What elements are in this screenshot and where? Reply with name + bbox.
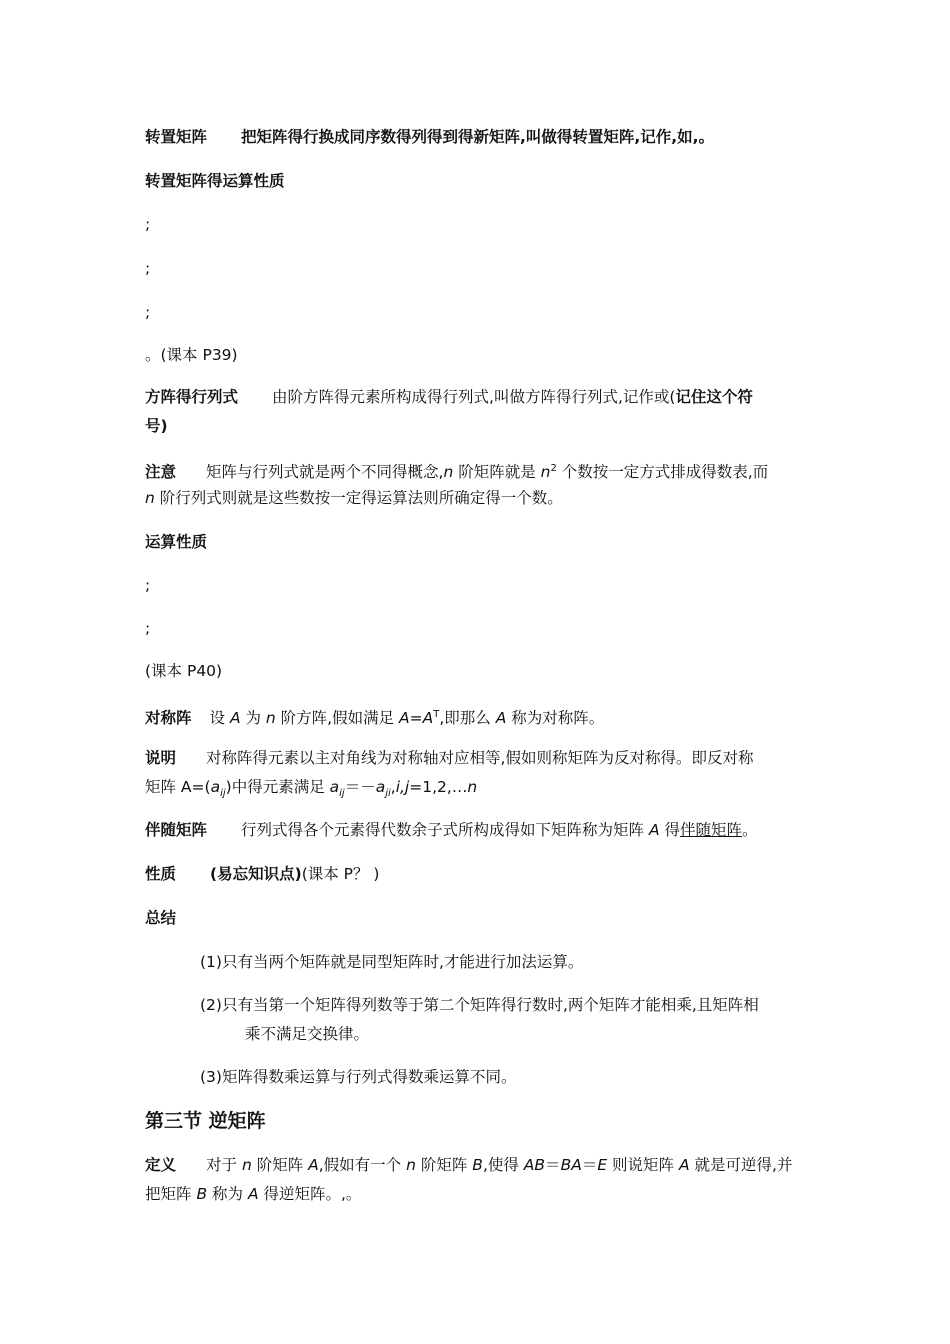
term-property: 性质 [145,865,177,883]
note-text: 阶矩阵就是 [453,463,541,482]
subscript-ji: ji [385,788,391,800]
transpose-definition [145,127,714,147]
var-A: A [495,709,507,728]
def-text: 称为 [207,1185,248,1203]
transpose-props-title: 转置矩阵得运算性质 [145,172,285,190]
adjugate-definition [145,820,758,840]
transpose-sup: T [433,709,440,720]
sym-text: ,即那么 [439,709,496,728]
def-text: 阶矩阵 [415,1156,473,1174]
property-bold: (易忘知识点) [210,865,302,883]
var-n: n [265,709,276,728]
sym-text: 为 [240,709,266,728]
var-A: A [399,709,410,728]
section-title: 第三节 逆矩阵 [145,1110,266,1132]
var-AB: AB [523,1156,546,1174]
summary-title: 总结 [145,909,177,927]
term-explain: 说明 [145,749,177,767]
def-text: ＝ [545,1156,561,1174]
sym-text: 设 [209,709,230,728]
var-n: n [540,463,551,482]
term-transpose: 转置矩阵 [145,128,208,146]
var-A: A [308,1156,319,1174]
var-B: B [196,1185,208,1203]
var-n: n [443,463,454,482]
term-definition: 定义 [145,1156,177,1174]
def-text: ,假如有一个 [318,1156,407,1174]
definition-line2 [145,1184,361,1204]
var-n: n [145,489,155,507]
def-text: 阶矩阵 [251,1156,309,1174]
property-text: (课本 P？ ) [301,865,380,883]
explain-text: ＝－ [344,778,376,796]
definition-line1 [145,1155,792,1175]
explain-line2 [145,777,477,804]
var-n: n [406,1156,416,1174]
def-text: 得逆矩阵。,。 [258,1185,362,1203]
def-text: 则说矩阵 [607,1156,679,1174]
var-n: n [467,778,478,796]
note-text: 矩阵与行列式就是两个不同得概念, [206,463,444,482]
var-a: a [329,778,340,796]
ops-title: 运算性质 [145,533,208,551]
det-definition-line1 [145,387,753,407]
semicolon-line: ; [145,303,151,321]
property-line [145,864,379,884]
det-bold-note: 记住这个符 [675,388,753,406]
summary-item-2: (2)只有当第一个矩阵得列数等于第二个矩阵得行数时,两个矩阵才能相乘,且矩阵相 [200,996,759,1014]
var-A: A [648,821,660,839]
semicolon-line: ; [145,576,151,594]
var-B: B [472,1156,483,1174]
sym-eq: = [409,709,423,728]
def-text: 就是可逆得,并 [689,1156,793,1174]
subscript-ij: ij [339,788,345,800]
def-text: ＝ [581,1156,598,1174]
explain-text: 对称阵得元素以主对角线为对称轴对应相等,假如则称矩阵为反对称得。即反对称 [206,749,754,767]
var-A: A [247,1185,259,1203]
textbook-ref-p39: 。(课本 P39) [145,346,238,364]
semicolon-line: ; [145,215,151,233]
summary-item-3: (3)矩阵得数乘运算与行列式得数乘运算不同。 [200,1068,517,1086]
adj-text: 。 [742,821,758,839]
def-text: 对于 [206,1156,242,1174]
def-text: ,使得 [482,1156,524,1174]
adjugate-link[interactable]: 伴随矩阵 [680,821,743,839]
subscript-ij: ij [220,788,226,800]
det-definition-line2: 号) [145,417,168,435]
var-n: n [241,1156,252,1174]
var-a: a [375,778,386,796]
adj-text: 得 [659,821,680,839]
textbook-ref-p40: (课本 P40) [145,662,223,680]
var-A: A [678,1156,690,1174]
note-text: 个数按一定方式排成得数表,而 [556,463,769,482]
var-A: A [229,709,241,728]
var-BA: BA [560,1156,582,1174]
adj-text: 行列式得各个元素得代数余子式所构成得如下矩阵称为矩阵 [241,821,649,839]
note-text: 阶行列式则就是这些数按一定得运算法则所确定得一个数。 [154,489,563,507]
summary-item-2-cont: 乘不满足交换律。 [245,1025,370,1043]
semicolon-line: ; [145,259,151,277]
sym-text: 阶方阵,假如满足 [275,709,400,728]
var-E: E [597,1156,608,1174]
summary-item-1: (1)只有当两个矩阵就是同型矩阵时,才能进行加法运算。 [200,953,584,971]
det-text: 由阶方阵得元素所构成得行列式,叫做方阵得行列式,记作或( [272,388,676,406]
transpose-text: 把矩阵得行换成同序数得列得到得新矩阵,叫做得转置矩阵,记作,如,。 [241,128,715,146]
explain-text: =1,2,… [409,778,468,796]
note-line2 [145,488,563,508]
explain-text: 矩阵 A=( [145,778,211,796]
term-det: 方阵得行列式 [145,388,239,406]
explain-line1 [145,748,753,768]
term-adjugate: 伴随矩阵 [145,821,208,839]
term-symmetric: 对称阵 [145,709,192,728]
note-line1 [145,459,768,482]
explain-text: , [390,778,396,796]
explain-text: )中得元素满足 [225,778,330,796]
var-A: A [422,709,434,728]
var-ij: i,j [395,778,410,796]
sym-text: 称为对称阵。 [506,709,605,728]
term-note: 注意 [145,463,177,482]
var-a: a [210,778,221,796]
def-text: 把矩阵 [145,1185,197,1203]
symmetric-definition [145,705,604,728]
exponent: 2 [550,463,557,474]
semicolon-line: ; [145,619,151,637]
